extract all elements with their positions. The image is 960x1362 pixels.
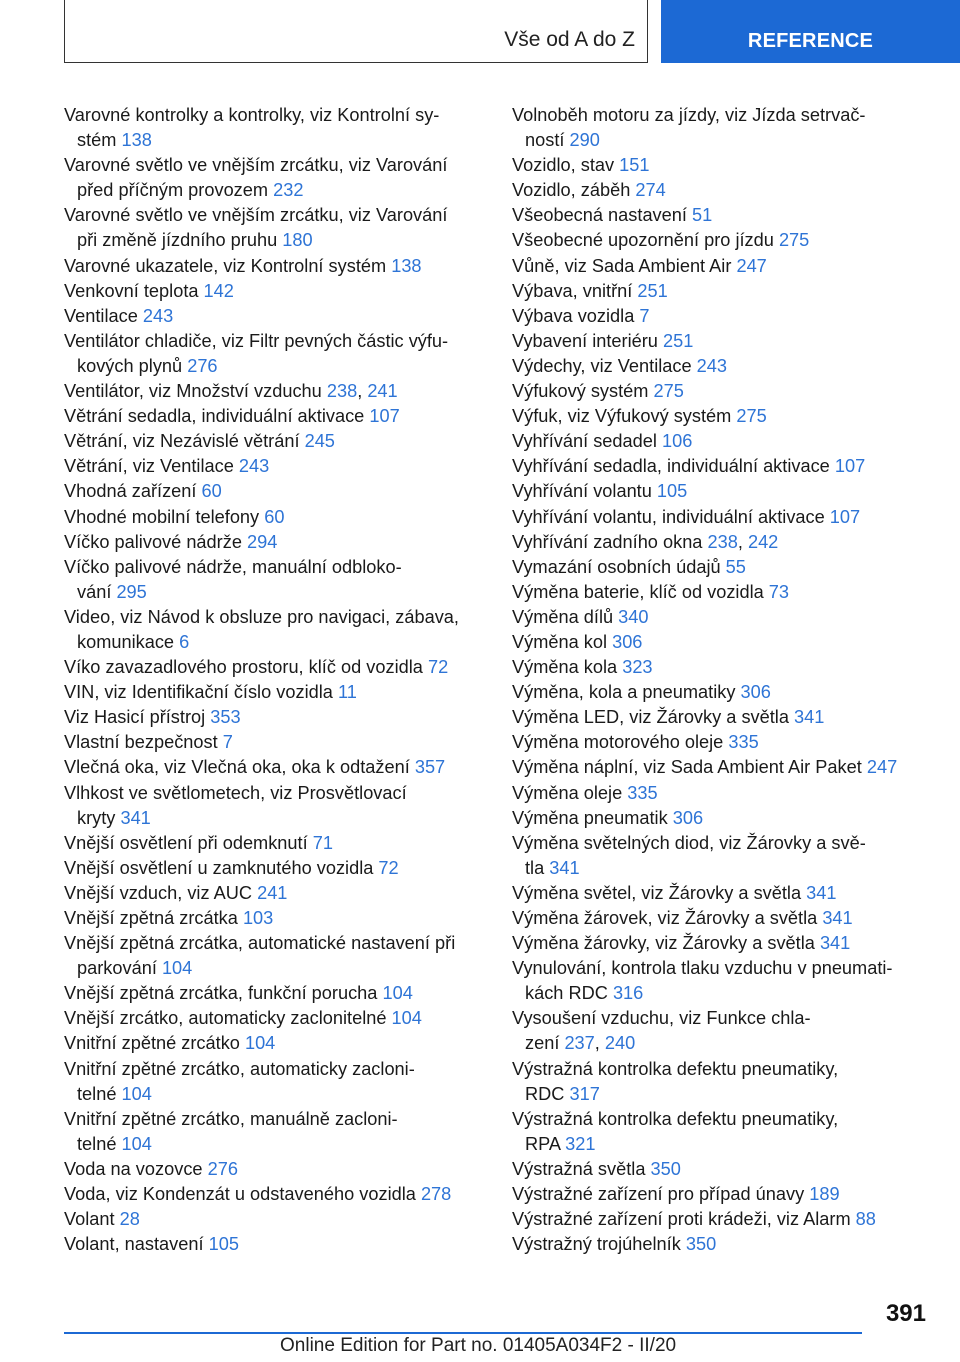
index-entry-text: tla	[525, 857, 550, 878]
index-entry	[512, 680, 922, 705]
index-entry-text: Všeobecné upozornění pro jízdu	[512, 230, 779, 251]
index-entry-text: ností	[525, 130, 570, 151]
index-entry-text: Vyhřívání sedadla, individuální aktivace	[512, 456, 835, 477]
index-entry-text: Výbava vozidla	[512, 305, 640, 326]
index-entry	[64, 680, 474, 705]
page-reference-link[interactable]: 7	[222, 732, 233, 753]
page-reference-link[interactable]: 306	[740, 682, 771, 703]
index-entry	[512, 1182, 922, 1207]
index-entry-text: Vhodné mobilní telefony	[64, 506, 265, 527]
index-entry	[64, 1057, 474, 1107]
page-reference-link[interactable]: 275	[653, 381, 684, 402]
header-title: Vše od A do Z	[504, 28, 635, 51]
index-entry	[512, 379, 922, 404]
page-reference-link[interactable]: 306	[612, 631, 643, 652]
page-reference-link[interactable]: 103	[242, 908, 274, 928]
page-reference-link[interactable]: 274	[635, 180, 666, 201]
index-entry-text: Vůně, viz Sada Ambient Air	[512, 255, 737, 276]
index-entry	[512, 580, 922, 605]
index-entry	[64, 856, 474, 881]
index-entry-text: Větrání sedadla, individuální aktivace	[64, 406, 370, 427]
index-entry-text: Výměna baterie, klíč od vozidla	[512, 581, 769, 602]
index-entry	[64, 153, 474, 203]
index-entry	[64, 705, 474, 730]
page-reference-link[interactable]: 237	[564, 1033, 595, 1054]
index-entry-text: Vysoušení vzduchu, viz Funkce chla-	[512, 1008, 811, 1029]
index-entry	[512, 1232, 922, 1257]
index-entry-text: Vnější osvětlení u zamknutého vozidla	[64, 857, 379, 878]
index-entry	[64, 931, 474, 981]
index-entry-text: Vnitřní zpětné zrcátko, automaticky zacloni-	[64, 1058, 415, 1079]
page-reference-link[interactable]: 316	[612, 983, 644, 1004]
page-reference-link[interactable]: 243	[238, 456, 270, 477]
index-entry-text: Vyhřívání sedadel	[512, 431, 662, 452]
footer-divider	[64, 1332, 862, 1334]
page-reference-link[interactable]: 51	[691, 205, 713, 226]
index-entry-text: kách RDC	[525, 983, 613, 1004]
page-reference-link[interactable]: 106	[661, 431, 693, 452]
index-entry	[512, 931, 922, 956]
index-entry-text: Viz Hasicí přístroj	[64, 707, 211, 728]
index-entry-text: Vnitřní zpětné zrcátko	[64, 1033, 245, 1054]
index-entry-text: Výdechy, viz Ventilace	[512, 355, 697, 376]
index-entry	[64, 505, 474, 530]
page-reference-link[interactable]: 107	[834, 456, 866, 477]
index-entry	[512, 329, 922, 354]
index-entry-text: Vynulování, kontrola tlaku vzduchu v pneumati-	[512, 958, 893, 979]
page-reference-link[interactable]: 107	[369, 406, 400, 427]
index-entry-text: Vozidlo, stav	[512, 155, 620, 176]
page-reference-link[interactable]: 104	[161, 958, 193, 979]
page-reference-link[interactable]: 242	[747, 531, 779, 552]
page-reference-link[interactable]: 104	[244, 1033, 276, 1054]
page-reference-link[interactable]: 60	[201, 481, 222, 502]
page-number: 391	[885, 1300, 926, 1327]
page-reference-link[interactable]: 60	[264, 506, 285, 527]
index-entry	[512, 555, 922, 580]
index-entry	[512, 605, 922, 630]
index-entry	[64, 881, 474, 906]
index-entry-text: Volnoběh motoru za jízdy, viz Jízda setrvač-	[512, 105, 866, 125]
index-entry	[64, 404, 474, 429]
index-entry	[64, 781, 474, 831]
index-entry	[64, 479, 474, 504]
index-entry	[512, 755, 922, 780]
index-entry	[64, 103, 474, 153]
index-entry	[64, 1207, 474, 1232]
index-entry-text: Volant	[64, 1209, 120, 1230]
index-entry	[64, 555, 474, 605]
index-entry-text: Vnější zrcátko, automaticky zaclonitelné	[64, 1008, 392, 1029]
index-entry	[512, 705, 922, 730]
index-entry-text: Všeobecná nastavení	[512, 205, 692, 226]
page-reference-link[interactable]: 341	[549, 857, 580, 878]
index-entry	[64, 329, 474, 379]
index-entry	[512, 806, 922, 831]
index-entry	[64, 1031, 474, 1056]
index-entry-text: Vyhřívání volantu, individuální aktivace	[512, 506, 830, 527]
page-reference-link[interactable]: 245	[304, 431, 335, 452]
page-reference-link[interactable]: 104	[382, 983, 413, 1004]
index-entry-text: Výstražná světla	[512, 1158, 651, 1179]
index-entry-text: Výměna oleje	[512, 782, 628, 803]
index-entry	[64, 655, 474, 680]
index-entry-text: Výbava, vnitřní	[512, 280, 638, 301]
index-entry-text: Víčko palivové nádrže	[64, 531, 247, 552]
index-entry-text: Výstražný trojúhelník	[512, 1234, 686, 1255]
page-reference-link[interactable]: 251	[637, 280, 668, 301]
index-entry-text: stém	[77, 130, 122, 151]
page-reference-link[interactable]: 105	[656, 481, 688, 502]
index-entry	[512, 178, 922, 203]
page-reference-link[interactable]: 340	[618, 606, 649, 627]
index-entry-text: VIN, viz Identifikační číslo vozidla	[64, 682, 338, 703]
page-reference-link[interactable]: 107	[829, 506, 861, 527]
page-reference-link[interactable]: 238	[326, 381, 358, 402]
index-entry	[512, 1207, 922, 1232]
footer-edition: Online Edition for Part no. 01405A034F2 - II/20	[280, 1335, 677, 1356]
page-reference-link[interactable]: 189	[809, 1184, 840, 1205]
index-entry-text: Výstražné zařízení proti krádeži, viz Alarm	[512, 1209, 856, 1230]
index-entry	[512, 228, 922, 253]
page-reference-link[interactable]: 247	[736, 255, 767, 276]
section-tab[interactable]	[661, 0, 960, 63]
index-entry-text: Výstražná kontrolka defektu pneumatiky,	[512, 1058, 839, 1079]
page-reference-link[interactable]: 7	[639, 305, 650, 326]
index-entry-text: Voda, viz Kondenzát u odstaveného vozidla	[64, 1184, 421, 1205]
index-entry-text: Větrání, viz Nezávislé větrání	[64, 431, 305, 452]
page-reference-link[interactable]: 105	[208, 1234, 239, 1255]
index-entry-text: RPA	[525, 1133, 566, 1154]
index-entry-text: Výměna, kola a pneumatiky	[512, 682, 741, 703]
index-entry-text: Výfukový systém	[512, 381, 654, 402]
index-entry-text: kových plynů	[77, 355, 188, 376]
index-entry-text: Výměna světel, viz Žárovky a světla	[512, 882, 807, 903]
page-reference-link[interactable]: 323	[622, 657, 653, 678]
page-reference-link[interactable]: 11	[337, 682, 357, 703]
index-entry	[64, 530, 474, 555]
page-reference-link[interactable]: 357	[414, 757, 446, 778]
index-entry-text: Voda na vozovce	[64, 1158, 208, 1179]
page-reference-link[interactable]: 241	[257, 882, 288, 903]
index-entry-text: Výstražná kontrolka defektu pneumatiky,	[512, 1108, 839, 1129]
index-entry: Vyhřívání zadního okna 238, 242	[512, 531, 779, 552]
page-reference-link[interactable]: 321	[565, 1133, 596, 1154]
page-reference-link[interactable]: 151	[619, 155, 650, 176]
index-entry-text: telné	[77, 1133, 122, 1154]
index-entry	[512, 153, 922, 178]
index-entry	[64, 254, 474, 279]
index-entry-text: parkování	[77, 958, 162, 979]
index-entry	[512, 630, 922, 655]
index-entry: Vysoušení vzduchu, viz Funkce chla- zení 237, 240	[512, 1008, 811, 1054]
index-entry-text: Vlhkost ve světlometech, viz Prosvětlovací	[64, 782, 407, 803]
index-entry-text: Výstražné zařízení pro případ únavy	[512, 1184, 810, 1205]
page-reference-link[interactable]: 290	[569, 130, 600, 151]
index-entry	[64, 1107, 474, 1157]
page-reference-link[interactable]: 341	[794, 707, 825, 728]
index-entry	[64, 605, 474, 655]
index-entry-text: Varovné světlo ve vnějším zrcátku, viz Varování	[64, 155, 448, 176]
page-reference-link[interactable]: 350	[685, 1234, 717, 1255]
index-entry-text: Vnější zpětná zrcátka, automatické nastavení při	[64, 933, 456, 954]
index-entry-text: Výměna LED, viz Žárovky a světla	[512, 707, 795, 728]
header-frame	[64, 0, 648, 63]
page-reference-link[interactable]: 138	[121, 130, 152, 151]
index-entry-text: při změně jízdního pruhu	[77, 230, 283, 251]
page-reference-link[interactable]: 294	[247, 531, 278, 552]
page-reference-link[interactable]: 278	[420, 1184, 452, 1205]
index-entry	[512, 781, 922, 806]
index-entry-text: Venkovní teplota	[64, 280, 204, 301]
page-reference-link[interactable]: 241	[367, 381, 398, 402]
index-entry	[64, 981, 474, 1006]
page-reference-link[interactable]: 306	[672, 807, 704, 828]
page-reference-link[interactable]: 335	[627, 782, 658, 803]
index-entry-text: telné	[77, 1083, 122, 1104]
index-entry	[512, 505, 922, 530]
index-entry-text: Ventilátor, viz Množství vzduchu	[64, 381, 327, 402]
index-entry-text: Varovné ukazatele, viz Kontrolní systém	[64, 255, 392, 276]
index-column-right	[512, 103, 922, 1257]
page-reference-link[interactable]: 295	[116, 581, 147, 602]
index-entry	[512, 103, 922, 153]
index-entry-text: Vlečná oka, viz Vlečná oka, oka k odtažení	[64, 757, 415, 778]
index-entry-text: Vhodná zařízení	[64, 481, 202, 502]
index-entry-text: Vymazání osobních údajů	[512, 556, 726, 577]
index-entry	[512, 730, 922, 755]
index-entry	[512, 404, 922, 429]
index-entry-text: Vozidlo, záběh	[512, 180, 636, 201]
page-reference-link[interactable]: 335	[728, 732, 759, 753]
index-entry-text: Větrání, viz Ventilace	[64, 456, 239, 477]
index-entry	[64, 279, 474, 304]
index-entry-text: Výměna náplní, viz Sada Ambient Air Paket	[512, 757, 867, 778]
index-entry-text: Vyhřívání zadního okna	[512, 531, 708, 552]
index-entry-text: Volant, nastavení	[64, 1234, 209, 1255]
index-entry-text: Výměna kol	[512, 631, 613, 652]
page-reference-link[interactable]: 251	[662, 330, 694, 351]
index-entry	[512, 1157, 922, 1182]
index-entry	[512, 254, 922, 279]
page-reference-link[interactable]: 180	[282, 230, 313, 251]
index-entry-text: Vnější zpětná zrcátka	[64, 908, 243, 928]
section-tab-label: REFERENCE	[747, 30, 874, 52]
index-entry	[512, 429, 922, 454]
page-reference-link[interactable]: 317	[569, 1083, 600, 1104]
index-entry-text: RDC	[525, 1083, 570, 1104]
index-entry-text: Výměna žárovky, viz Žárovky a světla	[512, 933, 820, 954]
page-reference-link[interactable]: 73	[768, 581, 790, 602]
index-entry	[64, 831, 474, 856]
page-reference-link[interactable]: 341	[806, 882, 837, 903]
index-entry-text: Výměna motorového oleje	[512, 732, 729, 753]
index-entry-text: Varovné světlo ve vnějším zrcátku, viz Varování	[64, 205, 448, 226]
page-reference-link[interactable]: 238	[707, 531, 738, 552]
page-reference-link[interactable]: 232	[273, 180, 304, 201]
index-entry-text: Vyhřívání volantu	[512, 481, 657, 502]
index-entry	[64, 1006, 474, 1031]
index-column-left	[64, 103, 474, 1257]
index-entry-text: Výfuk, viz Výfukový systém	[512, 406, 737, 427]
index-entry	[64, 755, 474, 780]
index-entry-text: Video, viz Návod k obsluze pro navigaci, zábava,	[64, 606, 459, 627]
index-entry	[512, 279, 922, 304]
index-entry	[512, 655, 922, 680]
page-reference-link[interactable]: 72	[378, 857, 399, 878]
index-entry-text: Víčko palivové nádrže, manuální odbloko-	[64, 556, 402, 577]
index-entry	[64, 454, 474, 479]
index-entry	[512, 304, 922, 329]
index-entry	[512, 906, 922, 931]
index-entry	[512, 454, 922, 479]
index-entry	[512, 203, 922, 228]
index-entry-text: Výměna kola	[512, 657, 623, 678]
index-entry-text: Výměna dílů	[512, 606, 619, 627]
page-reference-link[interactable]: 276	[207, 1158, 238, 1179]
index-entry	[64, 203, 474, 253]
page-reference-link[interactable]: 142	[203, 280, 234, 301]
index-entry	[64, 429, 474, 454]
index-entry	[512, 354, 922, 379]
index-entry	[512, 881, 922, 906]
index-entry-text: Výměna světelných diod, viz Žárovky a svě-	[512, 832, 866, 853]
index-entry-text: Víko zavazadlového prostoru, klíč od vozidla	[64, 657, 428, 678]
index-entry-text: kryty	[77, 807, 121, 828]
page-reference-link[interactable]: 104	[121, 1133, 152, 1154]
index-entry: Ventilátor, viz Množství vzduchu 238, 241	[64, 381, 398, 402]
index-entry	[512, 956, 922, 1006]
page-reference-link[interactable]: 55	[725, 556, 746, 577]
page-reference-link[interactable]: 243	[142, 305, 174, 326]
index-entry	[512, 1107, 922, 1157]
page-reference-link[interactable]: 72	[427, 657, 449, 678]
page-reference-link[interactable]: 6	[179, 631, 190, 652]
page-reference-link[interactable]: 341	[819, 933, 851, 954]
index-entry-text: před příčným provozem	[77, 180, 274, 201]
page-reference-link[interactable]: 275	[778, 230, 810, 251]
index-entry-text: Výměna pneumatik	[512, 807, 673, 828]
index-entry	[64, 906, 474, 931]
index-entry	[64, 1182, 474, 1207]
index-entry	[64, 1232, 474, 1257]
index-entry-text: Varovné kontrolky a kontrolky, viz Kontrolní sy-	[64, 105, 440, 125]
page-reference-link[interactable]: 341	[822, 908, 853, 928]
page-reference-link[interactable]: 243	[696, 355, 728, 376]
index-entry-text: Vnější osvětlení při odemknutí	[64, 832, 313, 853]
index-entry	[512, 1057, 922, 1107]
index-entry	[64, 304, 474, 329]
index-entry-text: Vnější zpětná zrcátka, funkční porucha	[64, 983, 383, 1004]
index-entry-text: komunikace	[77, 631, 180, 652]
page-reference-link[interactable]: 71	[312, 832, 333, 853]
page-reference-link[interactable]: 138	[391, 255, 422, 276]
index-entry-text: Výměna žárovek, viz Žárovky a světla	[512, 908, 823, 928]
page-reference-link[interactable]: 104	[121, 1083, 152, 1104]
page-reference-link[interactable]: 240	[604, 1033, 636, 1054]
index-entry	[512, 479, 922, 504]
index-entry-text: Vnitřní zpětné zrcátko, manuálně zacloni-	[64, 1108, 398, 1129]
page-reference-link[interactable]: 88	[855, 1209, 876, 1230]
page-reference-link[interactable]: 353	[210, 707, 241, 728]
page-reference-link[interactable]: 350	[650, 1158, 681, 1179]
page-reference-link[interactable]: 247	[866, 757, 898, 778]
index-entry	[64, 1157, 474, 1182]
page-reference-link[interactable]: 104	[391, 1008, 422, 1029]
index-entry-text: Vnější vzduch, viz AUC	[64, 882, 258, 903]
index-entry-text: Ventilace	[64, 305, 143, 326]
page-reference-link[interactable]: 28	[119, 1209, 140, 1230]
page-reference-link[interactable]: 341	[120, 807, 151, 828]
index-entry-text: vání	[77, 581, 117, 602]
index-entry	[64, 730, 474, 755]
index-entry-text: Ventilátor chladiče, viz Filtr pevných částic výfu-	[64, 330, 449, 351]
page-reference-link[interactable]: 276	[187, 355, 218, 376]
index-entry-text: zení	[525, 1033, 565, 1054]
index-entry-text: Vlastní bezpečnost	[64, 732, 223, 753]
index-entry-text: Vybavení interiéru	[512, 330, 663, 351]
page-reference-link[interactable]: 275	[736, 406, 767, 427]
index-entry	[512, 831, 922, 881]
